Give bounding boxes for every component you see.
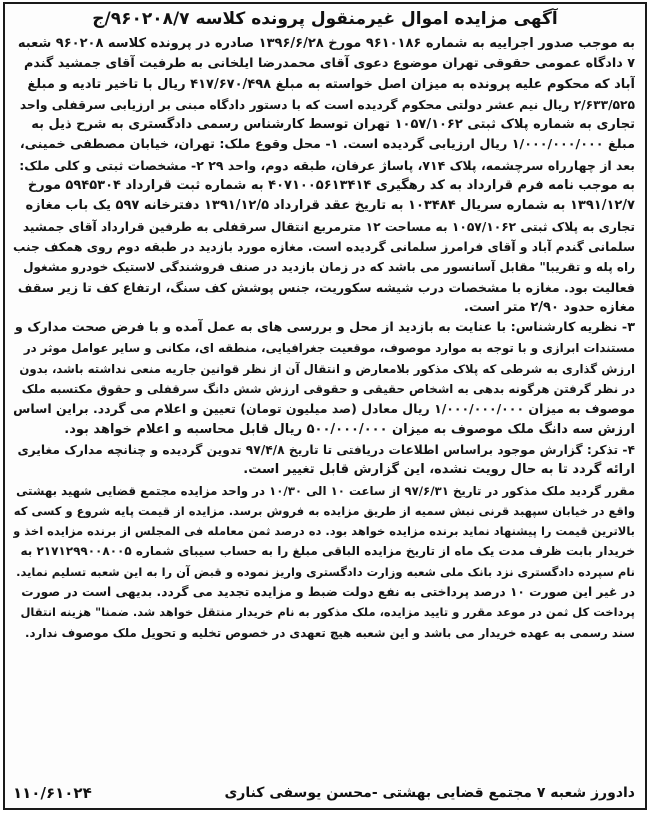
notice-line: سلمانی گندم آباد و آقای فرامرز سلمانی گردیده است. مغازه مورد بازدید در طبقه دوم روی همکف جنب — [13, 239, 635, 254]
notice-line: ۱۳۹۱/۱۲/۷ به شماره سریال ۱۰۳۴۸۴ به تاریخ عقد قرارداد ۱۳۹۱/۱۲/۵ دفترخانه ۵۹۷ یک باب مغازه — [25, 198, 635, 214]
notice-line: به موجب صدور اجراییه به شماره ۹۶۱۰۱۸۶ مورخ ۱۳۹۶/۶/۲۸ صادره در پرونده کلاسه ۹۶۰۲۰۸ شعبه — [17, 36, 635, 51]
notice-line: مستندات ابرازی و با توجه به موارد موصوف، موقعیت جغرافیایی، منطقه ای، مکانی و سایر عوامل موثر در — [23, 341, 635, 356]
notice-line: فعالیت بود. مغازه با مشخصات درب شیشه سکوریت، جنس پوشش کف سنگ، ارتفاع کف تا زیر سقف — [17, 279, 635, 295]
notice-line: تجاری به شماره پلاک ثبتی ۱۰۵۷/۱۰۶۲ تهران توسط کارشناس رسمی دادگستری به شرح ذیل به — [31, 117, 635, 133]
notice-line: ارائه گردد تا به حال رویت نشده، این گزارش قابل تغییر است. — [243, 462, 635, 478]
notice-line: موصوف به میزان ۱/۰۰۰/۰۰۰/۰۰۰ ریال معادل (صد میلیون تومان) تعیین و اعلام می گردد. براین اساس — [13, 401, 635, 417]
notice-line: راه پله و تقریبا" مقابل آسانسور می باشد که در زمان بازدید در صنف فروشندگی لاستیک خودرو مشغول — [23, 260, 635, 275]
notice-line: بعد از چهارراه سرچشمه، پلاک ۷۱۴، پاساژ عرفان، طبقه دوم، واحد ۲۹ ۲- مشخصات ثبتی و کلی ملک: — [19, 157, 635, 173]
notice-line: آباد که محکوم علیه پرونده به میزان اصل خواسته به مبلغ ۴۱۷/۶۷۰/۴۹۸ ریال با تاخیر تادیه و مبلغ — [27, 76, 635, 92]
notice-footer — [13, 782, 635, 804]
notice-title: آگهی مزایده اموال غیرمنقول پرونده کلاسه ۹۶۰۲۰۸/۷/ج — [92, 9, 558, 29]
notice-line: مقرر گردید ملک مذکور در تاریخ ۹۷/۶/۳۱ از ساعت ۱۰ الی ۱۰/۳۰ در واحد مزایده مجتمع قضایی شهید بهشتی — [16, 483, 635, 498]
notice-line: مغازه حدود ۲/۹۰ متر است. — [463, 299, 635, 315]
auction-notice — [3, 2, 647, 810]
notice-line: در نظر گرفتن هرگونه بدهی به اشخاص حقیقی و حقوقی ارزش شش دانگ سرقفلی و حقوق مکتسبه ملک — [21, 382, 635, 397]
notice-line: بالاترین قیمت را پیشنهاد نماید برنده مزایده خواهد بود. ده درصد ثمن معامله فی المجلس از برنده مزایده اخذ و — [13, 524, 635, 539]
notice-line: سند رسمی به عهده خریدار می باشد و این شعبه هیچ تعهدی در خصوص تخلیه و تحویل ملک موصوف ندارد. — [25, 625, 635, 640]
notice-line: پرداخت کل ثمن در موعد مقرر و تایید مزایده، ملک مذکور به نام خریدار منتقل خواهد شد. ضمنا" هزینه انتقال — [20, 605, 635, 620]
notice-line: تجاری به پلاک ثبتی ۱۰۵۷/۱۰۶۲ به مساحت ۱۲ مترمربع انتقال سرقفلی به طرفین قرارداد آقای جمشید — [22, 219, 635, 234]
notice-line: ۷ دادگاه عمومی حقوقی تهران موضوع دعوی آقای محمدرضا ایلخانی به طرفیت آقای جمشید گندم — [24, 56, 635, 72]
notice-line: در غیر این صورت ۱۰ درصد پرداختی به نفع دولت ضبط و مزایده تجدید می گردد. بدیهی است در صورت — [21, 585, 635, 600]
notice-line: نام سپرده دادگستری نزد بانک ملی شعبه وزارت دادگستری واریز نموده و قبض آن را به این شعبه تسلیم نماید. — [16, 564, 635, 579]
notice-line: به موجب نامه فرم قرارداد به کد رهگیری ۴۰۷۱۰۰۵۶۱۳۴۱۴ به شماره ثبت قرارداد ۵۹۴۵۳۰۴ مورخ — [27, 178, 635, 194]
notice-line: مبلغ ۱/۰۰۰/۰۰۰/۰۰۰ ریال ارزیابی گردیده است. ۱- محل وقوع ملک: تهران، خیابان مصطفی خمینی، — [19, 137, 635, 153]
notice-body — [13, 34, 635, 643]
notice-line: ۳- نظریه کارشناس: با عنایت به بازدید از محل و بررسی های به عمل آمده و با فرض صحت مدارک و — [14, 320, 635, 336]
notice-line: ۴- تذکر: گزارش موجود براساس اطلاعات دریافتی تا تاریخ ۹۷/۴/۸ تدوین گردیده و چنانچه مدارک مغایری — [17, 442, 635, 457]
notice-line: خریدار بابت ظرف مدت یک ماه از تاریخ مزایده الباقی مبلغ را به حساب سیبای شماره ۲۱۷۱۲۹۹۰۰۸۰۰۵ به — [20, 544, 635, 559]
notice-line: واقع در خیابان سپهبد قرنی نبش سمیه از طریق مزایده به فروش برسد. مزایده از قیمت پایه شروع و کسی که — [13, 503, 635, 518]
notice-line: ۲/۶۳۳/۵۲۵ ریال نیم عشر دولتی محکوم گردیده است که با دستور دادگاه مبنی بر ارزیابی سرقفلی واحد — [19, 97, 635, 112]
notice-line: ارزش گذاری به شرطی که پلاک مذکور بلامعارض و انتقال آن از نظر قوانین جاریه منعی نداشته باشد، بدون — [19, 361, 635, 376]
notice-line: ارزش سه دانگ ملک موصوف به میزان ۵۰۰/۰۰۰/۰۰۰ ریال قابل محاسبه و اعلام خواهد بود. — [64, 421, 635, 437]
footer-signature: دادورز شعبه ۷ مجتمع قضایی بهشتی -محسن یوسفی کناری — [224, 785, 635, 801]
footer-code: ۱۱۰/۶۱۰۲۴ — [13, 784, 92, 802]
